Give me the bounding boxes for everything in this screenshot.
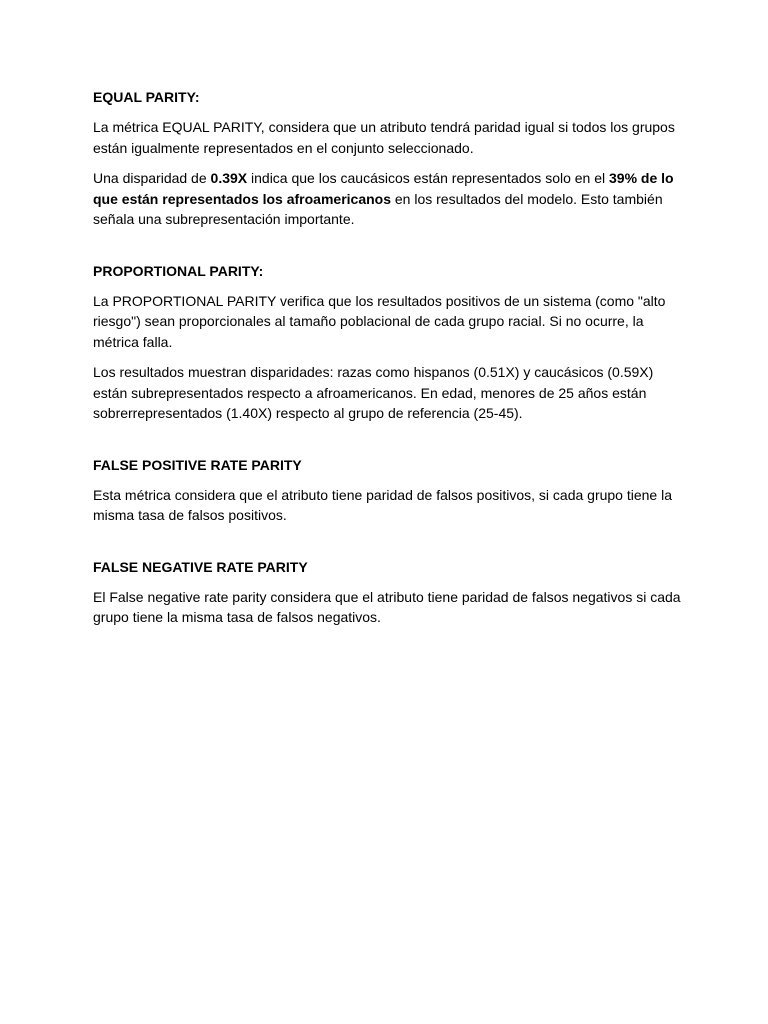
paragraph: La PROPORTIONAL PARITY verifica que los resultados positivos de un sistema (como "alto riesgo") sean proporcionales al tamaño poblacional de cada grupo racial. Si no ocurre, la métrica falla. <box>93 292 666 350</box>
bold-text: 0.39X <box>210 170 248 186</box>
section-false-negative-rate-parity <box>93 557 683 628</box>
section-heading: PROPORTIONAL PARITY: <box>93 262 264 279</box>
section-heading: FALSE NEGATIVE RATE PARITY <box>93 558 308 575</box>
section-false-positive-rate-parity <box>93 455 683 526</box>
section-equal-parity <box>93 87 683 230</box>
document-body <box>93 87 683 659</box>
section-heading: FALSE POSITIVE RATE PARITY <box>93 456 302 473</box>
paragraph: El False negative rate parity considera que el atributo tiene paridad de falsos negativos si cada grupo tiene la misma tasa de falsos negativos. <box>93 588 681 625</box>
text-run: indica que los caucásicos están representados solo en el <box>247 170 610 186</box>
bold-text: 39% de lo que están representados los afroamericanos <box>93 170 674 207</box>
section-proportional-parity <box>93 261 683 424</box>
paragraph <box>93 168 683 230</box>
text-run: en los resultados del modelo. Esto también señala una subrepresentación importante. <box>93 190 663 227</box>
paragraph: Esta métrica considera que el atributo tiene paridad de falsos positivos, si cada grupo tiene la misma tasa de falsos positivos. <box>93 486 673 523</box>
text-run: Una disparidad de <box>93 170 211 186</box>
paragraph: Los resultados muestran disparidades: razas como hispanos (0.51X) y caucásicos (0.59X) están subrepresentados respecto a afroamericanos. En edad, menores de 25 años están sobrerrepresentados (1.40X) respecto al grupo de referencia (25-45). <box>93 364 654 421</box>
paragraph: La métrica EQUAL PARITY, considera que un atributo tendrá paridad igual si todos los grupos están igualmente representados en el conjunto seleccionado. <box>93 119 675 156</box>
section-heading: EQUAL PARITY: <box>93 89 200 105</box>
